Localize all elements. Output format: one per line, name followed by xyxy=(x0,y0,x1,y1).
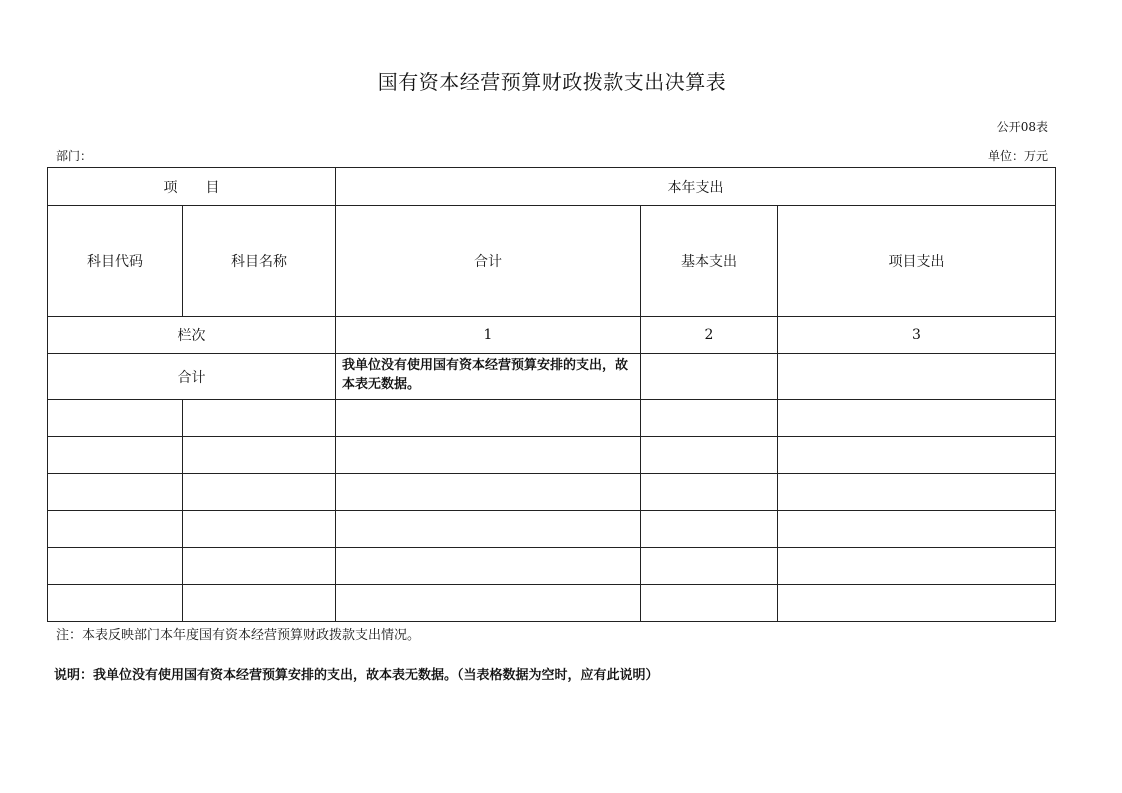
table-cell xyxy=(183,511,336,548)
department-label: 部门： xyxy=(56,149,93,163)
table-cell xyxy=(778,474,1056,511)
table-row xyxy=(48,548,1056,585)
table-cell xyxy=(48,548,183,585)
table-row xyxy=(48,437,1056,474)
table-cell xyxy=(336,585,641,622)
header-current-year: 本年支出 xyxy=(336,168,1056,206)
table-cell xyxy=(778,511,1056,548)
table-cell xyxy=(48,474,183,511)
table-cell xyxy=(778,585,1056,622)
table-cell xyxy=(641,585,778,622)
table-header-row xyxy=(48,168,1056,206)
header-basic-expense: 基本支出 xyxy=(641,206,778,317)
table-cell xyxy=(336,474,641,511)
table-cell xyxy=(48,585,183,622)
table-cell xyxy=(778,400,1056,437)
table-cell xyxy=(641,437,778,474)
header-project-expense: 项目支出 xyxy=(778,206,1056,317)
table-row xyxy=(48,400,1056,437)
table-cell xyxy=(48,511,183,548)
table-row xyxy=(48,585,1056,622)
table-subheader-row xyxy=(48,206,1056,317)
table-cell xyxy=(336,548,641,585)
table-code: 公开08表 xyxy=(996,120,1048,134)
column-index-2: 2 xyxy=(641,317,778,354)
header-item: 项 目 xyxy=(48,168,336,206)
column-index-1: 1 xyxy=(336,317,641,354)
table-cell xyxy=(336,511,641,548)
table-cell xyxy=(183,585,336,622)
no-data-statement: 我单位没有使用国有资本经营预算安排的支出，故本表无数据。 xyxy=(336,354,641,400)
table-cell xyxy=(183,474,336,511)
table-cell xyxy=(48,400,183,437)
table-cell xyxy=(778,548,1056,585)
table-cell xyxy=(48,437,183,474)
total-row xyxy=(48,354,1056,400)
footnote: 注：本表反映部门本年度国有资本经营预算财政拨款支出情况。 xyxy=(56,628,421,643)
table-cell xyxy=(641,548,778,585)
table-cell xyxy=(641,511,778,548)
header-total: 合计 xyxy=(336,206,641,317)
column-index-label: 栏次 xyxy=(48,317,336,354)
total-project-cell xyxy=(778,354,1056,400)
header-subject-code: 科目代码 xyxy=(48,206,183,317)
table-cell xyxy=(641,474,778,511)
header-subject-name: 科目名称 xyxy=(183,206,336,317)
table-cell xyxy=(336,400,641,437)
total-label: 合计 xyxy=(48,354,336,400)
expenditure-table xyxy=(47,167,1056,622)
table-row xyxy=(48,474,1056,511)
table-cell xyxy=(183,437,336,474)
table-cell xyxy=(641,400,778,437)
column-index-row xyxy=(48,317,1056,354)
total-basic-cell xyxy=(641,354,778,400)
page-title: 国有资本经营预算财政拨款支出决算表 xyxy=(377,70,727,94)
unit-label: 单位：万元 xyxy=(987,149,1048,163)
table-cell xyxy=(336,437,641,474)
column-index-3: 3 xyxy=(778,317,1056,354)
table-cell xyxy=(183,400,336,437)
explanation-text: 说明：我单位没有使用国有资本经营预算安排的支出，故本表无数据。（当表格数据为空时，应有此说明） xyxy=(54,668,659,683)
table-cell xyxy=(183,548,336,585)
table-cell xyxy=(778,437,1056,474)
table-row xyxy=(48,511,1056,548)
